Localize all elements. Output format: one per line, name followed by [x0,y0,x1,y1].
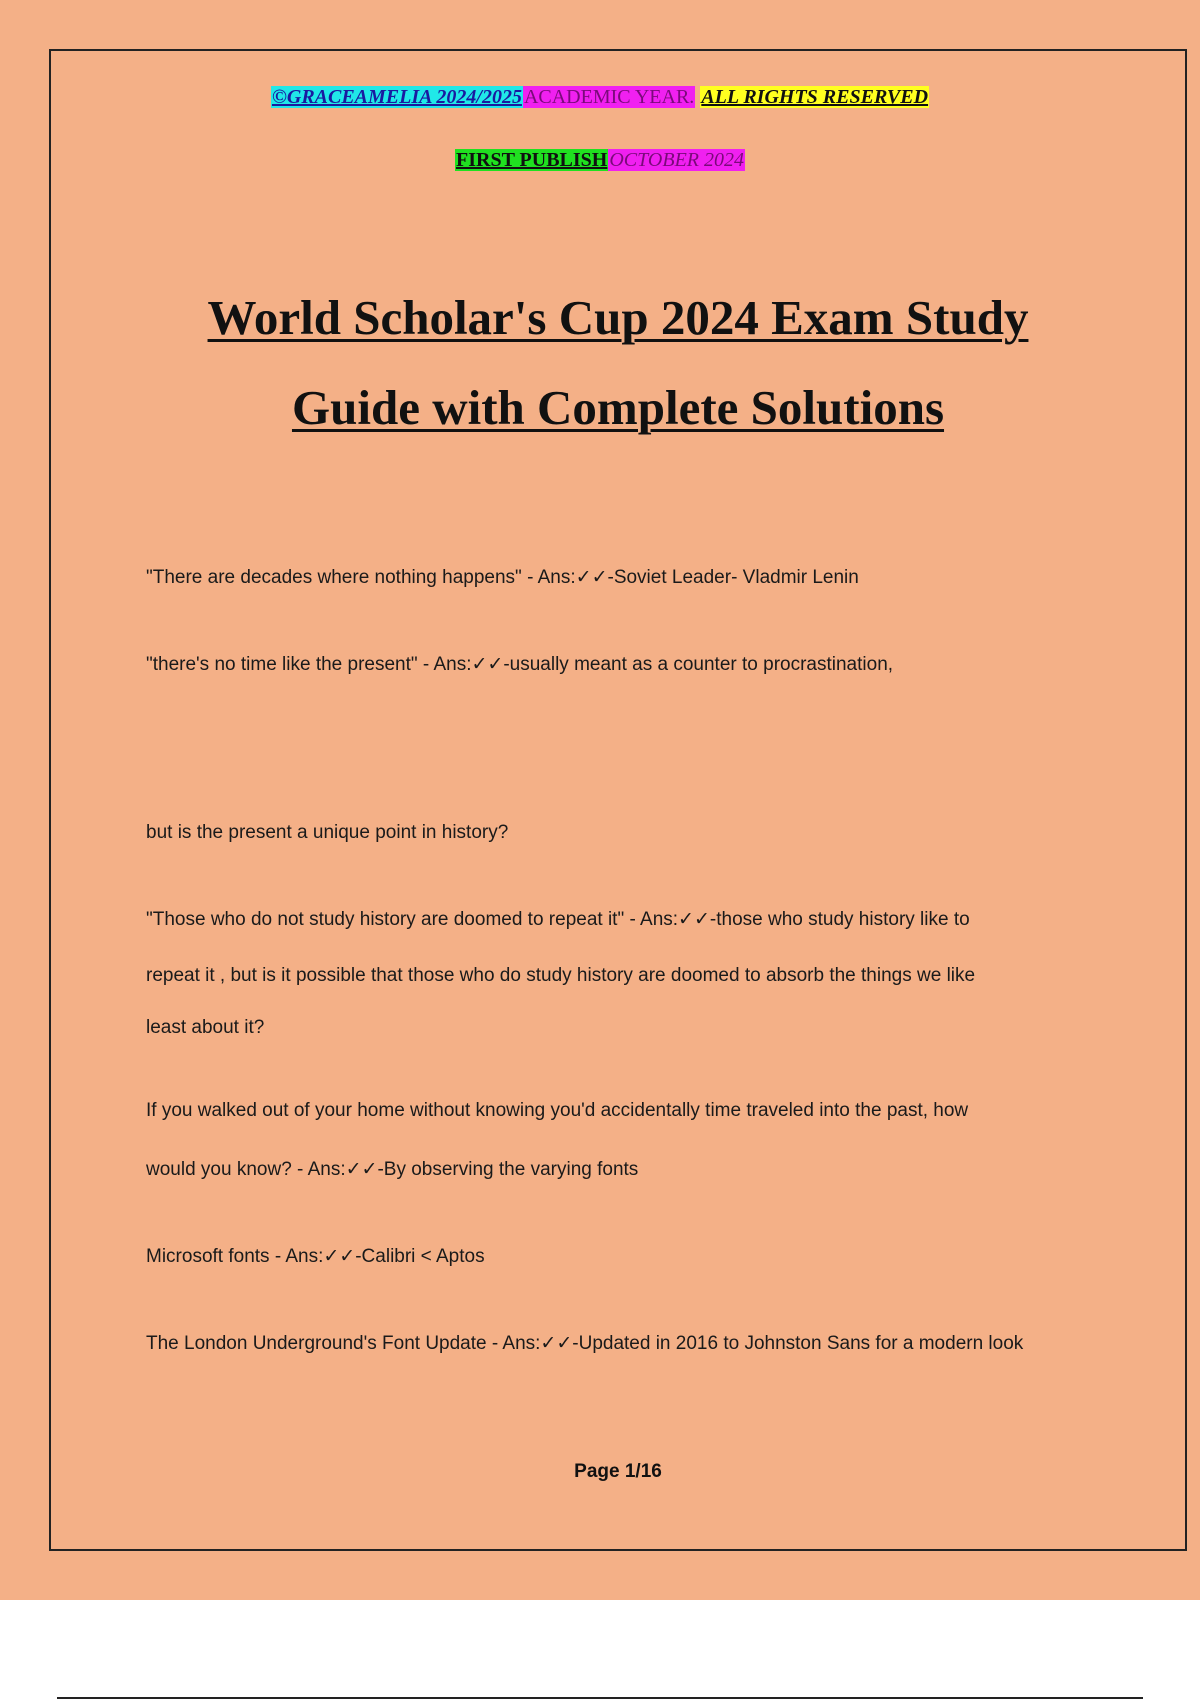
publish-date-text: OCTOBER 2024 [609,149,744,171]
first-publish-text: FIRST PUBLISH [456,149,608,171]
document-title-line-1: World Scholar's Cup 2024 Exam Study [207,290,1029,345]
page-border [49,49,1187,1551]
copyright-text: ©GRACEAMELIA 2024/2025 [271,86,522,108]
qa-line: "There are decades where nothing happens" - Ans:✓✓-Soviet Leader- Vladmir Lenin [146,567,859,588]
publish-header [0,148,1200,172]
qa-line: but is the present a unique point in history? [146,822,509,843]
page-number: Page 1/16 [574,1461,662,1482]
qa-line: would you know? - Ans:✓✓-By observing the varying fonts [146,1159,639,1180]
qa-line: "Those who do not study history are doomed to repeat it" - Ans:✓✓-those who study history like to [146,909,970,930]
qa-line: repeat it , but is it possible that those who do study history are doomed to absorb the things we like [146,965,976,986]
qa-line: If you walked out of your home without knowing you'd accidentally time traveled into the past, how [146,1100,969,1121]
rights-reserved-text: ALL RIGHTS RESERVED [701,86,929,108]
copyright-header [0,85,1200,109]
qa-line: "there's no time like the present" - Ans:✓✓-usually meant as a counter to procrastination, [146,654,894,675]
qa-line: least about it? [146,1017,265,1038]
next-page-rule [57,1697,1143,1699]
qa-line: Microsoft fonts - Ans:✓✓-Calibri < Aptos [146,1246,485,1267]
document-title-line-2: Guide with Complete Solutions [291,380,945,435]
qa-line: The London Underground's Font Update - Ans:✓✓-Updated in 2016 to Johnston Sans for a modern look [146,1333,1024,1354]
academic-year-text: ACADEMIC YEAR. [523,86,695,108]
